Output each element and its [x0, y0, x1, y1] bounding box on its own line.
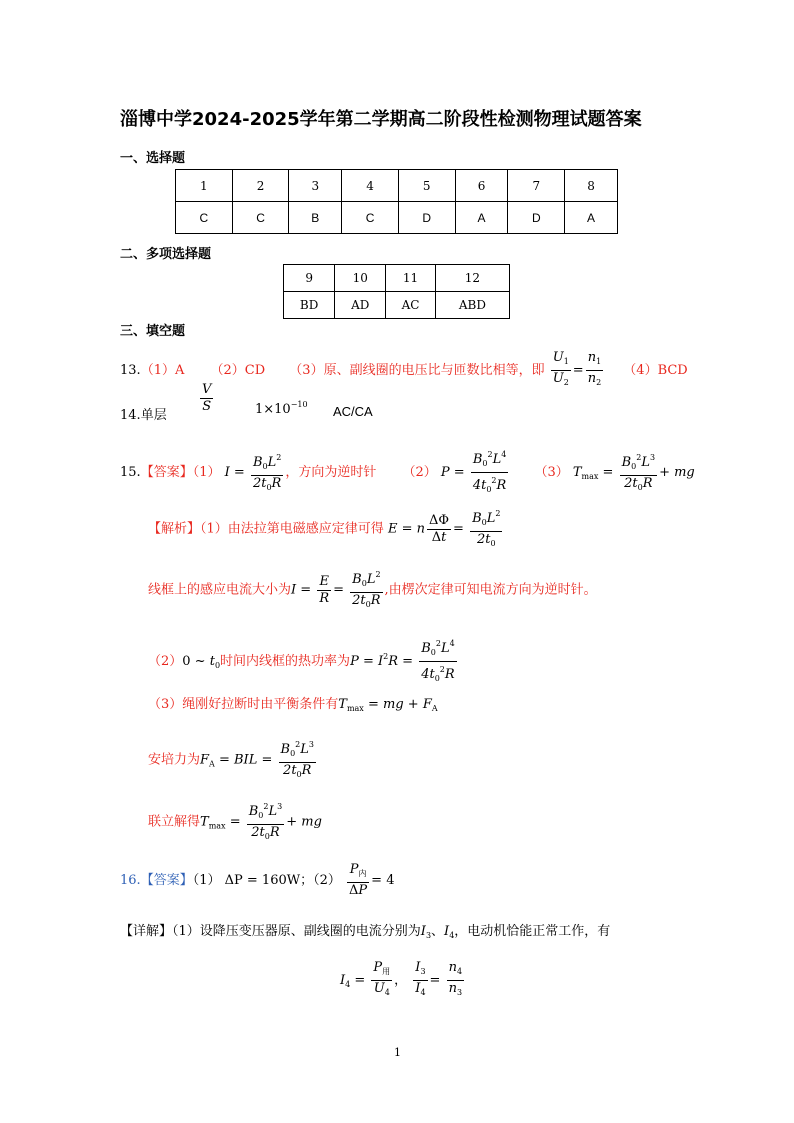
q14-value: $1\times 10^{-10}$	[255, 400, 308, 417]
table-row	[176, 170, 618, 202]
q13-part1: （1）A	[140, 363, 185, 378]
question-number-cell: 6	[455, 170, 508, 202]
section-choice-heading: 一、选择题	[120, 151, 186, 166]
q14-line	[120, 404, 167, 423]
q16-formula-line: $I_4$ = $\frac{P_用}{U_4}$ ， $\frac{I_3}{I_4}$ = $\frac{n_4}{n_3}$	[340, 960, 466, 1001]
q13-line: 13.（1）A （2）CD （3）原、副线圈的电压比与匝数比相等，即 $\frac{U_1}{U_2}$ = $\frac{n_1}{n_2}$ （4）BCD	[120, 350, 688, 391]
final-tension-formula: $\frac{B_0^2L^3}{2t_0R}$	[247, 799, 284, 845]
question-number: 15.	[120, 465, 141, 480]
question-number-cell: 10	[335, 265, 386, 292]
answer-cell: ABD	[435, 292, 509, 319]
detail-tag: 【详解】	[120, 924, 173, 939]
answer-cell: BD	[284, 292, 335, 319]
table-row	[284, 292, 510, 319]
induced-current-formula: $\frac{B_0L^2}{2t_0R}$	[350, 567, 382, 613]
q16-detail-line: 【详解】（1）设降压变压器原、副线圈的电流分别为$I_3$、$I_4$，电动机恰能正常工作，有	[120, 924, 611, 940]
question-number-cell: 2	[232, 170, 289, 202]
ampere-force-formula: $\frac{B_0^2L^3}{2t_0R}$	[279, 737, 316, 783]
answer-cell: A	[455, 202, 508, 234]
answer-cell: C	[232, 202, 289, 234]
heat-power-formula: $\frac{B_0^2L^4}{4t_0^2R}$	[419, 636, 456, 687]
answer-cell: A	[565, 202, 618, 234]
section-fill-heading: 三、填空题	[120, 324, 186, 339]
table-row	[176, 202, 618, 234]
q15-analysis-line1: 【解析】（1）由法拉第电磁感应定律可得 E = n $\frac{\Delta\Phi}{\Delta t}$ = $\frac{B_0L^2}{2t_0}$	[148, 506, 504, 552]
q14-volume-area-formula: $\frac{V}{S}$	[202, 382, 212, 414]
question-number-cell: 9	[284, 265, 335, 292]
current-formula: $\frac{B_0L^2}{2t_0R}$	[251, 450, 283, 496]
question-number-cell: 7	[508, 170, 565, 202]
answer-cell: D	[398, 202, 455, 234]
voltage-ratio-formula: $\frac{U_1}{U_2}$	[552, 350, 569, 387]
multi-answer-table	[283, 264, 510, 319]
q14-answer: AC/CA	[333, 404, 373, 419]
q15-analysis-line2: 线框上的感应电流大小为I = $\frac{E}{R}$ = $\frac{B_0L^2}{2t_0R}$ ,由楞次定律可知电流方向为逆时针。	[148, 567, 597, 613]
question-number: 13.	[120, 363, 141, 378]
table-row	[284, 265, 510, 292]
emf-formula: $\frac{\Delta\Phi}{\Delta t}$	[428, 512, 450, 545]
question-number-cell: 8	[565, 170, 618, 202]
question-number-cell: 5	[398, 170, 455, 202]
q14-label: 单层	[140, 408, 167, 423]
question-number-cell: 1	[176, 170, 233, 202]
answer-tag: 【答案】	[140, 873, 193, 888]
question-number: 14.	[120, 408, 141, 423]
choice-answer-table	[175, 169, 618, 234]
q15-analysis-line3: （2）0 ~ $t_0$时间内线框的热功率为$P = I^2R$ = $\frac{B_0^2L^4}{4t_0^2R}$	[148, 636, 459, 687]
q13-part2: （2）CD	[210, 363, 266, 378]
q15-analysis-line4: （3）绳刚好拉断时由平衡条件有$T_{max}$ = mg + $F_A$	[148, 697, 438, 713]
tension-formula: $\frac{B_0^2L^3}{2t_0R}$	[620, 450, 657, 496]
question-number-cell: 3	[289, 170, 342, 202]
transformer-current-ratio-formula: $\frac{I_3}{I_4}$	[415, 960, 426, 997]
q15-answer-line: 15.【答案】（1） I = $\frac{B_0L^2}{2t_0R}$ ，方向为逆时针 （2） P = $\frac{B_0^2L^4}{4t_0^2R}$ （3） $T_{max}$ = $\frac{B_0^2L^3}{2t_0R}$ + mg	[120, 447, 695, 498]
power-ratio-formula: $\frac{P_内}{\Delta P}$	[349, 862, 368, 898]
q15-analysis-line6: 联立解得$T_{max}$ = $\frac{B_0^2L^3}{2t_0R}$ + mg	[148, 799, 322, 845]
power-loss-value: ΔP = 160W	[224, 873, 301, 888]
answer-cell: D	[508, 202, 565, 234]
page-number: 1	[394, 1046, 401, 1059]
answer-cell: C	[176, 202, 233, 234]
answer-cell: AC	[386, 292, 436, 319]
motor-current-formula: $\frac{P_用}{U_4}$	[373, 960, 391, 997]
q16-answer-line: 16.【答案】（1） ΔP = 160W；（2） $\frac{P_内}{\Delta P}$ = 4	[120, 862, 395, 898]
turns-ratio-formula: $\frac{n_1}{n_2}$	[587, 350, 602, 387]
q15-analysis-line5: 安培力为$F_A$ = BIL = $\frac{B_0^2L^3}{2t_0R}$	[148, 737, 318, 783]
section-multi-heading: 二、多项选择题	[120, 247, 212, 262]
answer-tag: 【答案】	[140, 465, 193, 480]
question-number-cell: 12	[435, 265, 509, 292]
q13-part4: （4）BCD	[623, 363, 688, 378]
page-title: 淄博中学2024-2025学年第二学期高二阶段性检测物理试题答案	[120, 109, 642, 130]
answer-cell: B	[289, 202, 342, 234]
answer-cell: AD	[335, 292, 386, 319]
question-number-cell: 4	[342, 170, 399, 202]
power-formula: $\frac{B_0^2L^4}{4t_0^2R}$	[471, 447, 508, 498]
analysis-tag: 【解析】	[148, 521, 201, 537]
answer-cell: C	[342, 202, 399, 234]
question-number-cell: 11	[386, 265, 436, 292]
question-number: 16.	[120, 873, 141, 888]
q13-part3: （3）原、副线圈的电压比与匝数比相等，即	[289, 363, 545, 378]
